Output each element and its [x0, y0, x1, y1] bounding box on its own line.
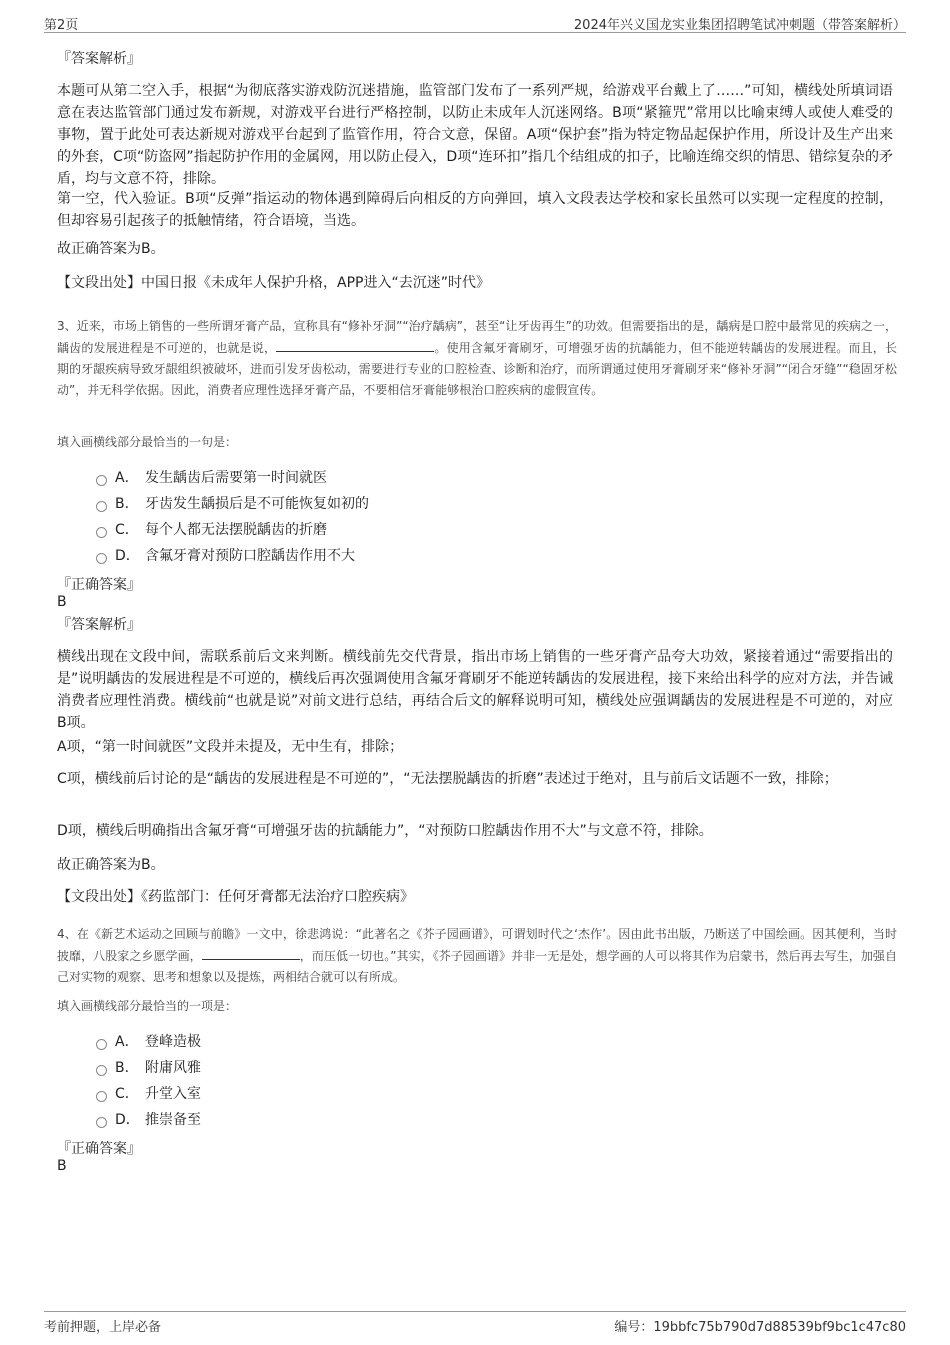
analysis-label: 『答案解析』	[57, 51, 141, 67]
option-text: 每个人都无法摆脱龋齿的折磨	[145, 522, 327, 538]
question-3-option-b[interactable]	[96, 490, 369, 516]
radio-icon[interactable]	[96, 475, 107, 486]
page-number: 第2页	[44, 18, 79, 33]
analysis-conclusion: 故正确答案为B。	[57, 241, 165, 257]
footer-slogan: 考前押题，上岸必备	[44, 1320, 162, 1335]
option-text: 升堂入室	[145, 1086, 201, 1102]
question-4-prompt: 填入画横线部分最恰当的一项是：	[57, 999, 238, 1013]
option-letter: C．	[115, 1086, 139, 1102]
option-text: 登峰造极	[145, 1034, 201, 1050]
document-title: 2024年兴义国龙实业集团招聘笔试冲刺题（带答案解析）	[573, 18, 906, 33]
correct-answer-value: B	[57, 594, 67, 610]
question-3-stem	[57, 316, 897, 401]
option-letter: A．	[115, 1034, 139, 1050]
option-letter: D．	[115, 548, 140, 564]
question-3-source: 【文段出处】《药监部门：任何牙膏都无法治疗口腔疾病》	[57, 889, 414, 905]
passage-source: 【文段出处】中国日报《未成年人保护升格，APP进入“去沉迷”时代》	[57, 275, 490, 291]
question-3-option-a[interactable]	[96, 464, 369, 490]
option-text: 含氟牙膏对预防口腔龋齿作用不大	[145, 548, 355, 564]
question-4-option-b[interactable]	[96, 1054, 201, 1080]
option-text: 发生龋齿后需要第一时间就医	[145, 470, 327, 486]
radio-icon[interactable]	[96, 501, 107, 512]
correct-answer-value: B	[57, 1158, 67, 1174]
fill-blank	[276, 337, 434, 352]
question-4-stem	[57, 924, 897, 988]
fill-blank	[202, 945, 300, 960]
page-footer	[44, 1311, 906, 1334]
radio-icon[interactable]	[96, 1091, 107, 1102]
radio-icon[interactable]	[96, 1065, 107, 1076]
question-3-option-c[interactable]	[96, 516, 369, 542]
option-letter: C．	[115, 522, 139, 538]
analysis-paragraph-1: 本题可从第二空入手，根据“为彻底落实游戏防沉迷措施，监管部门发布了一系列严规，给游戏平台戴上了……”可知，横线处所填词语意在表达监管部门通过发布新规，对游戏平台进行严格控制，以防止未成年人沉迷网络。B项“紧箍咒”常用以比喻束缚人或使人难受的事物，置于此处可表达新规对游戏平台起到了监管作用，符合文意，保留。A项“保护套”指为特定物品起保护作用，所设计及生产出来的外套，C项“防盗网”指起防护作用的金属网，用以防止侵入，D项“连环扣”指几个结组成的扣子，比喻连绵交织的情思、错综复杂的矛盾，均与文意不符，排除。	[57, 83, 893, 187]
question-3-conclusion: 故正确答案为B。	[57, 857, 165, 873]
question-4-option-c[interactable]	[96, 1080, 201, 1106]
option-letter: D．	[115, 1112, 140, 1128]
option-text: 牙齿发生龋损后是不可能恢复如初的	[145, 496, 369, 512]
document-serial: 编号：19bbfc75b790d7d88539bf9bc1c47c80	[614, 1320, 906, 1335]
question-4-stem-before: 4、在《新艺术运动之回顾与前瞻》一文中，徐悲鸿说：“此著名之《芥子园画谱》，可谓划时代之‘杰作’。因由此书出版，乃断送了中国绘画。因其便利，当时披靡，八股家之乡愿学画，	[57, 927, 897, 963]
option-text: 附庸风雅	[145, 1060, 201, 1076]
option-text: 推崇备至	[145, 1112, 201, 1128]
page-header	[44, 12, 906, 33]
question-3-analysis-c: C项，横线前后讨论的是“龋齿的发展进程是不可逆的”，“无法摆脱龋齿的折磨”表述过于绝对，且与前后文话题不一致，排除；	[57, 771, 838, 787]
correct-answer-label: 『正确答案』	[57, 577, 141, 593]
question-3-analysis-a: A项，“第一时间就医”文段并未提及，无中生有，排除；	[57, 739, 404, 755]
radio-icon[interactable]	[96, 1039, 107, 1050]
radio-icon[interactable]	[96, 527, 107, 538]
question-4-stem-after: ，而压低一切也。”其实，《芥子园画谱》并非一无是处，想学画的人可以将其作为启蒙书，然后再去写生，加强自己对实物的观察、思考和想象以及提炼，两相结合就可以有所成。	[57, 949, 897, 984]
radio-icon[interactable]	[96, 1117, 107, 1128]
question-3-stem-before: 3、近来，市场上销售的一些所谓牙膏产品，宣称具有“修补牙洞”“治疗龋病”，甚至“让牙齿再生”的功效。但需要指出的是，龋病是口腔中最常见的疾病之一，龋齿的发展进程是不可逆的，也就是说，	[57, 319, 897, 355]
question-3-stem-after: 。使用含氟牙膏刷牙，可增强牙齿的抗龋能力，但不能逆转龋齿的发展进程。而且，长期的牙龈疾病导致牙龈组织被破坏，进而引发牙齿松动，需要进行专业的口腔检查、诊断和治疗，而所谓通过使用牙膏刷牙来“修补牙洞”“闭合牙缝”“稳固牙松动”，并无科学依据。因此，消费者应理性选择牙膏产品，不要相信牙膏能够根治口腔疾病的虚假宣传。	[57, 341, 897, 397]
question-4-option-d[interactable]	[96, 1106, 201, 1132]
question-3-options	[96, 464, 369, 568]
question-4-options	[96, 1028, 201, 1132]
option-letter: B．	[115, 496, 139, 512]
question-3-analysis-d: D项，横线后明确指出含氟牙膏“可增强牙齿的抗龋能力”，“对预防口腔龋齿作用不大”与文意不符，排除。	[57, 823, 713, 839]
option-letter: B．	[115, 1060, 139, 1076]
question-3-analysis-1: 横线出现在文段中间，需联系前后文来判断。横线前先交代背景，指出市场上销售的一些牙膏产品夸大功效，紧接着通过“需要指出的是”说明龋齿的发展进程是不可逆的，横线后再次强调使用含氟牙膏刷牙不能逆转龋齿的发展进程，接下来给出科学的应对方法，并告诫消费者应理性消费。横线前“也就是说”对前文进行总结，再结合后文的解释说明可知，横线处应强调龋齿的发展进程是不可逆的，对应B项。	[57, 649, 893, 731]
question-3-option-d[interactable]	[96, 542, 369, 568]
analysis-label: 『答案解析』	[57, 617, 141, 633]
correct-answer-label: 『正确答案』	[57, 1141, 141, 1157]
question-3-prompt: 填入画横线部分最恰当的一句是：	[57, 435, 238, 449]
radio-icon[interactable]	[96, 553, 107, 564]
analysis-paragraph-2: 第一空，代入验证。B项“反弹”指运动的物体遇到障碍后向相反的方向弹回，填入文段表达学校和家长虽然可以实现一定程度的控制，但却容易引起孩子的抵触情绪，符合语境，当选。	[57, 191, 893, 229]
option-letter: A．	[115, 470, 139, 486]
question-4-option-a[interactable]	[96, 1028, 201, 1054]
